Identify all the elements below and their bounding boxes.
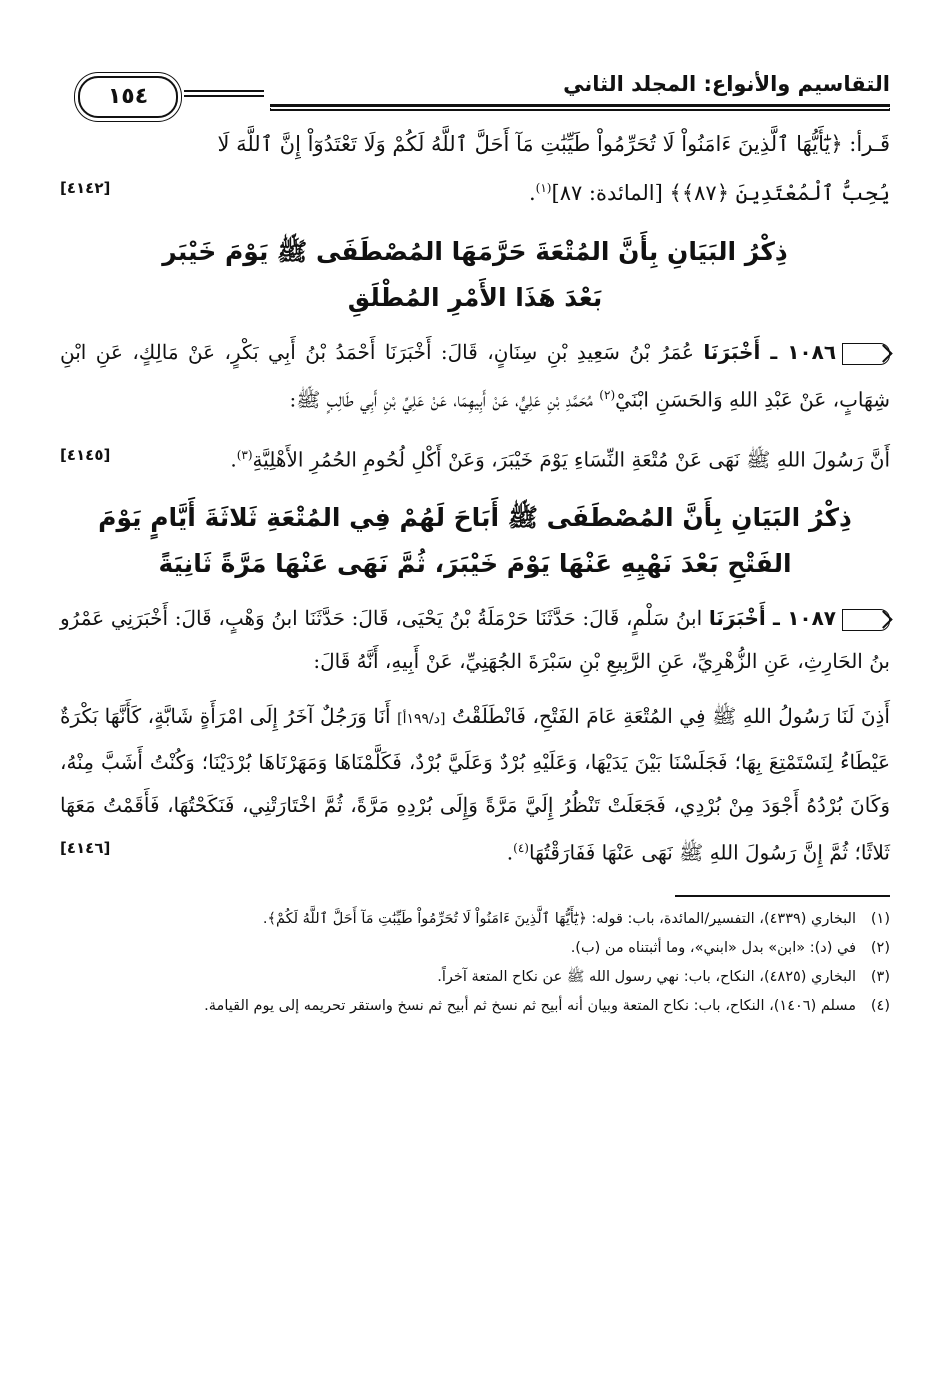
footnote-number: (٢): [870, 939, 890, 956]
quran-line-2: يُحِبُّ ٱلْمُعْتَدِينَ ﴿٨٧﴾﴾ [المائدة: ٨٧]$^{(١)}$. [٤١٤٢]: [60, 166, 890, 215]
heading-line-1: ذِكْرُ البَيَانِ بِأَنَّ المُصْطَفَى ﷺ أَبَاحَ لَهُمْ فِي المُتْعَةِ ثَلاثَةَ أَيَّامٍ يَوْمَ: [98, 503, 852, 533]
footnote: [60, 934, 890, 963]
footnote: [60, 963, 890, 992]
matn-text: أَنَّ رَسُولَ اللهِ ﷺ نَهَى عَنْ مُتْعَةِ النِّسَاءِ يَوْمَ خَيْبَرَ، وَعَنْ أَكْلِ لُحُومِ الحُمُرِ الأَهْلِيَّةِ: [252, 447, 890, 472]
page-number: ١٥٤: [78, 76, 178, 118]
matn: أَذِنَ لَنَا رَسُولُ اللهِ ﷺ فِي المُتْعَةِ عَامَ الفَتْحِ، فَانْطَلَقْتُ [د/١٩٩أ] أَنَا وَرَجُلٌ آخَرُ إِلَى امْرَأَةٍ شَابَّةٍ، كَأَنَّهَا بَكْرَةٌ عَيْطَاءُ لِنَسْتَمْتِعَ بِهَا؛ فَجَلَسْنَا بَيْنَ يَدَيْهَا، وَعَلَيْهِ بُرْدٌ وَعَلَيَّ بُرْدٌ، فَكَلَّمْنَاهَا وَمَهَرْنَاهَا بُرْدَيْنَا؛ وَكُنْتُ أَشَبَّ مِنْهُ، وَكَانَ بُرْدُهُ أَجْوَدَ مِنْ بُرْدِي، فَجَعَلَتْ تَنْظُرُ إِلَيَّ مَرَّةً وَإِلَى بُرْدِهِ مَرَّةً، ثُمَّ اخْتَارَتْنِي، فَنَكَحْتُهَا، فَأَقَمْتُ مَعَهَا ثَلاثًا؛ ثُمَّ إِنَّ رَسُولَ اللهِ ﷺ نَهَى عَنْهَا فَفَارَقْتُهَا$^{(٤)}$. [٤١٤٦]: [60, 695, 890, 875]
running-header: [60, 70, 890, 122]
footnote-number: (٤): [870, 997, 890, 1014]
isnad: [60, 331, 890, 422]
header-rule: [270, 104, 890, 107]
heading-line-1: ذِكْرُ البَيَانِ بِأَنَّ المُتْعَةَ حَرَّمَهَا المُصْطَفَى ﷺ يَوْمَ خَيْبَر: [162, 237, 788, 266]
manuscript-marker: [د/١٩٩أ]: [397, 711, 446, 728]
section-heading: [60, 495, 890, 587]
footnote-mark: (٤): [513, 841, 529, 856]
footnote-text: مسلم (١٤٠٦)، النكاح، باب: نكاح المتعة وبيان أنه أبيح ثم نسخ ثم أبيح ثم نسخ واستقر تحريمه إلى يوم القيامة.: [204, 997, 856, 1014]
footnote-separator: [675, 895, 890, 897]
hadith-number: ١٠٨٧ ـ أَخْبَرَنَا: [708, 606, 837, 631]
isnad: [60, 597, 890, 683]
hadith-arrow-icon: [842, 609, 890, 631]
isnad-text: ابنُ سَلْمٍ، قَالَ: حَدَّثَنَا حَرْمَلَةُ بْنُ يَحْيَى، قَالَ: حَدَّثَنَا ابنُ وَهْبٍ، قَالَ: أَخْبَرَنِي عَمْرُو بنُ الحَارِثِ، عَنِ الزُّهْرِيِّ، عَنِ الرَّبِيعِ بْنِ سَبْرَةَ الجُهَنِيِّ، عَنْ أَبِيهِ، أَنَّهُ قَالَ:: [60, 606, 890, 674]
reference-number: [٤١٤٦]: [60, 839, 111, 858]
isnad-text-b: مُحَمَّدِ بْنِ عَلِيٍّ، عَنْ أَبِيهِمَا، عَنْ عَلِيِّ بْنِ أَبِي طَالِبٍ ﷺ:: [289, 387, 593, 412]
hadith-number: ١٠٨٦ ـ أَخْبَرَنَا: [703, 340, 837, 364]
section-heading: [60, 229, 890, 321]
footnote-mark: (١): [535, 181, 552, 195]
heading-line-2: الفَتْحِ بَعْدَ نَهْيِهِ عَنْهَا يَوْمَ خَيْبَرَ، ثُمَّ نَهَى عَنْهَا مَرَّةً ثَانِيَةً: [158, 549, 792, 579]
isnad-text-a: عُمَرُ بْنُ سَعِيدِ بْنِ سِنَانٍ، قَالَ: أَخْبَرَنَا أَحْمَدُ بْنُ أَبِي بَكْرٍ، عَنْ مَالِكٍ، عَنِ ابْنِ شِهَابٍ، عَنْ عَبْدِ اللهِ وَالحَسَنِ ابْنَيْ: [60, 340, 890, 412]
matn-text-b: أَنَا وَرَجُلٌ آخَرُ إِلَى امْرَأَةٍ شَابَّةٍ، كَأَنَّهَا بَكْرَةٌ عَيْطَاءُ لِنَسْتَمْتِعَ بِهَا؛ فَجَلَسْنَا بَيْنَ يَدَيْهَا، وَعَلَيْهِ بُرْدٌ وَعَلَيَّ بُرْدٌ، فَكَلَّمْنَاهَا وَمَهَرْنَاهَا بُرْدَيْنَا؛ وَكُنْتُ أَشَبَّ مِنْهُ، وَكَانَ بُرْدُهُ أَجْوَدَ مِنْ بُرْدِي، فَجَعَلَتْ تَنْظُرُ إِلَيَّ مَرَّةً وَإِلَى بُرْدِهِ مَرَّةً، ثُمَّ اخْتَارَتْنِي، فَنَكَحْتُهَا، فَأَقَمْتُ مَعَهَا ثَلاثًا؛ ثُمَّ إِنَّ رَسُولَ اللهِ ﷺ نَهَى عَنْهَا فَفَارَقْتُهَا: [60, 704, 890, 865]
footnote-number: (٣): [870, 968, 890, 985]
section-1: [60, 229, 890, 481]
matn: أَنَّ رَسُولَ اللهِ ﷺ نَهَى عَنْ مُتْعَةِ النِّسَاءِ يَوْمَ خَيْبَرَ، وَعَنْ أَكْلِ لُحُومِ الحُمُرِ الأَهْلِيَّةِ$^{(٣)}$. [٤١٤٥]: [60, 434, 890, 482]
page-number-rule: [184, 90, 264, 92]
page-number-frame: [60, 76, 260, 120]
footnote-text: في (د): «ابن» بدل «ابني»، وما أثبتناه من (ب).: [570, 939, 856, 956]
heading-line-2: بَعْدَ هَذَا الأَمْرِ المُطْلَقِ: [347, 283, 603, 312]
footnote-mark: (٣): [236, 447, 253, 462]
reference-number: [٤١٤٢]: [60, 179, 111, 197]
section-2: [60, 495, 890, 875]
quran-passage: [60, 122, 890, 215]
footnote-mark: (٢): [599, 388, 616, 402]
quran-line-2-text: يُحِبُّ ٱلْمُعْتَدِينَ ﴿٨٧﴾﴾ [المائدة: ٨٧]: [551, 181, 890, 205]
hadith-arrow-icon: [842, 343, 890, 365]
footnote: [60, 905, 890, 934]
book-page: [60, 70, 890, 1021]
footnote-text: البخاري (٤٣٣٩)، التفسير/المائدة، باب: قوله: ﴿يَٰٓأَيُّهَا ٱلَّذِينَ ءَامَنُواْ لَا تُحَرِّمُواْ طَيِّبَٰتِ مَآ أَحَلَّ ٱللَّهُ لَكُمْ﴾.: [262, 910, 856, 927]
header-title: التقاسيم والأنواع: المجلد الثاني: [563, 72, 890, 96]
footnote-number: (١): [870, 910, 890, 927]
quran-line-1: قَـرأ: ﴿يَٰٓأَيُّهَا ٱلَّذِينَ ءَامَنُواْ لَا تُحَرِّمُواْ طَيِّبَٰتِ مَآ أَحَلَّ ٱللَّهُ لَكُمْ وَلَا تَعْتَدُوٓاْ إِنَّ ٱللَّهَ لَا: [217, 132, 890, 156]
matn-text-a: أَذِنَ لَنَا رَسُولُ اللهِ ﷺ فِي المُتْعَةِ عَامَ الفَتْحِ، فَانْطَلَقْتُ: [451, 704, 890, 729]
footnote: [60, 992, 890, 1021]
footnote-text: البخاري (٤٨٢٥)، النكاح، باب: نهي رسول الله ﷺ عن نكاح المتعة آخراً.: [437, 968, 856, 985]
footnotes: [60, 905, 890, 1021]
reference-number: [٤١٤٥]: [60, 445, 111, 464]
